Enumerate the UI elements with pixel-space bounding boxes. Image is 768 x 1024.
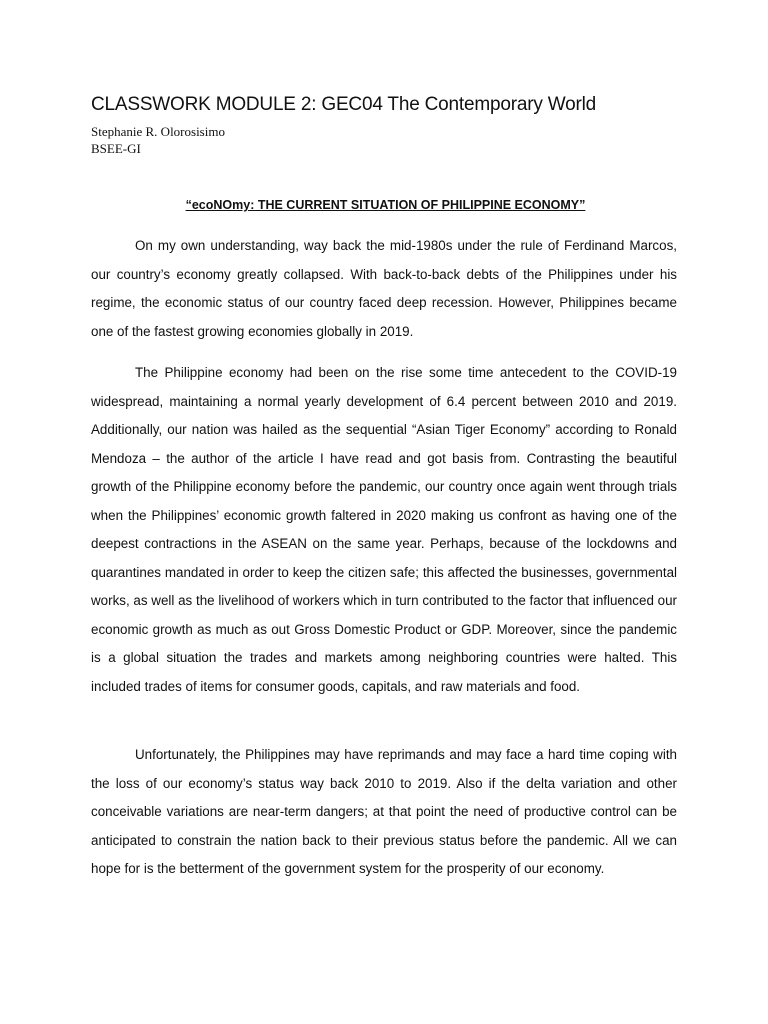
author-name: Stephanie R. Olorosisimo — [91, 124, 225, 139]
author-program: BSEE-GI — [91, 141, 141, 156]
author-block — [91, 123, 225, 157]
paragraph-2: The Philippine economy had been on the rise some time antecedent to the COVID-19 widespread, maintaining a normal yearly development of 6.4 percent between 2010 and 2019. Additionally, our nation was hailed as the sequential “Asian Tiger Economy” according to Ronald Mendoza – the author of the article I have read and got basis from. Contrasting the beautiful growth of the Philippine economy before the pandemic, our country once again went through trials when the Philippines’ economic growth faltered in 2020 making us confront as having one of the deepest contractions in the ASEAN on the same year. Perhaps, because of the lockdowns and quarantines mandated in order to keep the citizen safe; this affected the businesses, governmental works, as well as the livelihood of workers which in turn contributed to the factor that influenced our economic growth as much as out Gross Domestic Product or GDP. Moreover, since the pandemic is a global situation the trades and markets among neighboring countries were halted. This included trades of items for consumer goods, capitals, and raw materials and food. — [91, 365, 677, 694]
paragraph-1: On my own understanding, way back the mid-1980s under the rule of Ferdinand Marcos, our country’s economy greatly collapsed. With back-to-back debts of the Philippines under his regime, the economic status of our country faced deep recession. However, Philippines became one of the fastest growing economies globally in 2019. — [91, 238, 677, 339]
paragraph-3: Unfortunately, the Philippines may have reprimands and may face a hard time coping with the loss of our economy’s status way back 2010 to 2019. Also if the delta variation and other conceivable variations are near-term dangers; at that point the need of productive control can be anticipated to constrain the nation back to their previous status before the pandemic. All we can hope for is the betterment of the government system for the prosperity of our economy. — [91, 747, 677, 876]
essay-title: “ecoNOmy: THE CURRENT SITUATION OF PHILIPPINE ECONOMY” — [185, 198, 586, 212]
module-title: CLASSWORK MODULE 2: GEC04 The Contemporary World — [91, 94, 596, 115]
